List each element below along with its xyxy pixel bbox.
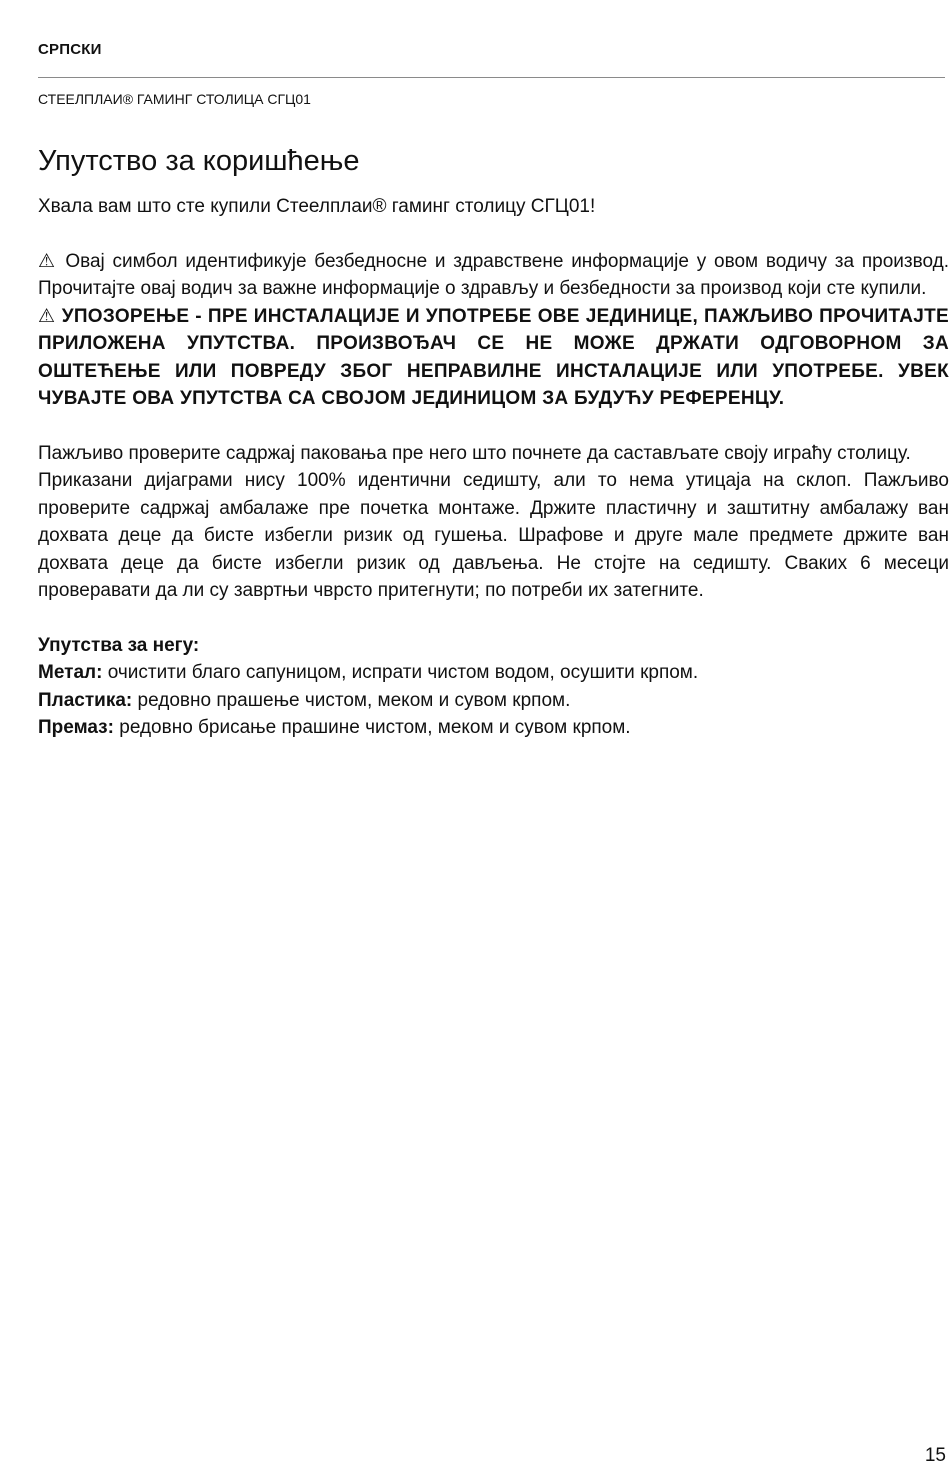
spacer — [38, 221, 949, 248]
safety-text: Овај симбол идентификује безбедносне и здравствене информације у овом водичу за производ. Прочитајте овај водич за важне информације о здрављу и безбедности за производ који сте купили. — [38, 250, 949, 299]
care-item-label: Пластика: — [38, 689, 133, 711]
spacer — [38, 413, 949, 440]
care-heading: Упутства за негу: — [38, 634, 200, 656]
page-title: Упутство за коришћење — [38, 145, 360, 177]
thanks-text: Хвала вам што сте купили Стеелплаи® гаминг столицу СГЦ01! — [38, 196, 596, 217]
care-item-text: очистити благо сапуницом, испрати чистом водом, осушити крпом. — [102, 662, 699, 683]
spacer — [38, 605, 949, 632]
check-contents-text: Пажљиво проверите садржај паковања пре него што почнете да састављате своју играћу столицу. — [38, 442, 911, 464]
diagrams-note-text: Приказани дијаграми нису 100% идентични седишту, али то нема утицаја на склоп. Пажљиво проверите садржај амбалаже пре почетка монтаже. Држите пластичну и заштитну амбалажу ван дохвата деце да бисте избегли ризик од гушења. Шрафове и друге мале предмете држите ван дохвата деце да бисте избегли ризик од дављења. Не стојте на седишту. Сваких 6 месеци проверавати да ли су завртњи чврсто притегнути; по потреби их затегните. — [38, 470, 949, 601]
warning-text: УПОЗОРЕЊЕ - ПРЕ ИНСТАЛАЦИЈЕ И УПОТРЕБЕ ОВЕ ЈЕДИНИЦЕ, ПАЖЉИВО ПРОЧИТАЈТЕ ПРИЛОЖЕНА УПУТСТВА. ПРОИЗВОЂАЧ СЕ НЕ МОЖЕ ДРЖАТИ ОДГОВОРНОМ ЗА ОШТЕЋЕЊЕ ИЛИ ПОВРЕДУ ЗБОГ НЕПРАВИЛНЕ ИНСТАЛАЦИЈЕ ИЛИ УПОТРЕБЕ. УВЕК ЧУВАЈТЕ ОВА УПУТСТВА СА СВОЈОМ ЈЕДИНИЦОМ ЗА БУДУЋУ РЕФЕРЕНЦУ. — [38, 305, 949, 409]
safety-paragraph — [38, 248, 949, 303]
main-content — [38, 143, 949, 742]
care-item-label: Метал: — [38, 662, 103, 683]
care-item-plastic — [38, 687, 949, 715]
care-item-metal — [38, 659, 949, 687]
care-item-label: Премаз: — [38, 717, 114, 738]
care-item-coating — [38, 714, 949, 742]
care-item-text: редовно прашење чистом, меком и сувом крпом. — [132, 689, 571, 711]
header-divider — [38, 77, 945, 78]
product-name: СТЕЕЛПЛАИ® ГАМИНГ СТОЛИЦА СГЦ01 — [38, 91, 311, 107]
page-number: 15 — [924, 1445, 946, 1466]
care-item-text: редовно брисање прашине чистом, меком и сувом крпом. — [113, 717, 631, 738]
warning-paragraph — [38, 303, 949, 413]
warning-triangle-icon: ⚠ — [38, 305, 56, 327]
language-label: СРПСКИ — [38, 41, 102, 58]
warning-triangle-icon: ⚠ — [38, 250, 58, 272]
